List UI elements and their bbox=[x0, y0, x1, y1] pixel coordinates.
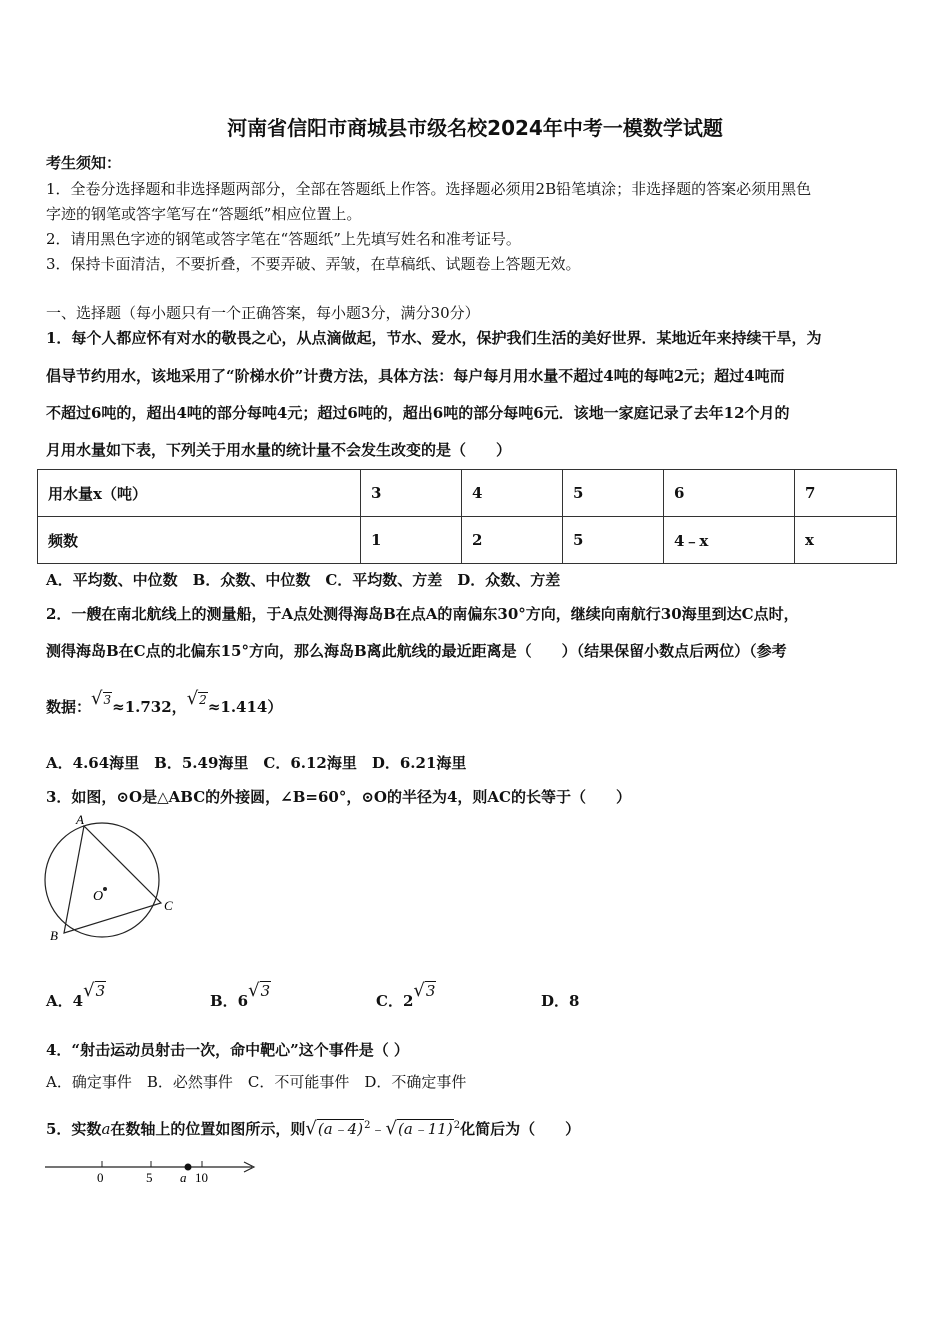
q3-option-b: B．6√3 bbox=[210, 980, 271, 1010]
table-cell: x bbox=[795, 517, 897, 564]
page-title: 河南省信阳市商城县市级名校2024年中考一模数学试题 bbox=[227, 116, 723, 140]
q3-text: 3．如图，⊙O是△ABC的外接圆，∠B=60°，⊙O的半径为4，则AC的长等于（ ） bbox=[46, 788, 631, 806]
q1-line: 倡导节约用水，该地采用了“阶梯水价”计费方法，具体方法：每户每月用水量不超过4吨的每吨2元；超过4吨而 bbox=[46, 367, 785, 385]
table-cell: 6 bbox=[664, 470, 795, 517]
q1-line: 不超过6吨的，超出4吨的部分每吨4元；超过6吨的，超出6吨的部分每吨6元．该地一家庭记录了去年12个月的 bbox=[46, 404, 790, 422]
notice-item: 3．保持卡面清洁，不要折叠，不要弄破、弄皱，在草稿纸、试题卷上答题无效。 bbox=[46, 255, 581, 273]
q3-option-c: C．2√3 bbox=[376, 980, 436, 1010]
center-point bbox=[103, 887, 107, 891]
table-cell: 3 bbox=[361, 470, 462, 517]
label-a: A bbox=[76, 812, 84, 827]
table-cell: 2 bbox=[462, 517, 563, 564]
notice-heading: 考生须知： bbox=[46, 154, 122, 172]
label-b: B bbox=[50, 928, 58, 943]
q1-line: 月用水量如下表，下列关于用水量的统计量不会发生改变的是（ ） bbox=[46, 441, 512, 459]
q1-line: 1．每个人都应怀有对水的敬畏之心，从点滴做起，节水、爱水，保护我们生活的美好世界．某地近年来持续干旱，为 bbox=[46, 329, 822, 347]
sqrt-expression: √3 bbox=[91, 688, 112, 709]
label-c: C bbox=[164, 898, 173, 913]
q1-options: A．平均数、中位数 B．众数、中位数 C．平均数、方差 D．众数、方差 bbox=[46, 571, 561, 589]
q4-text: 4．“射击运动员射击一次，命中靶心”这个事件是（ ） bbox=[46, 1041, 409, 1059]
q4-options: A．确定事件 B．必然事件 C．不可能事件 D．不确定事件 bbox=[46, 1073, 467, 1091]
tick-label-5: 5 bbox=[146, 1170, 153, 1185]
table-cell: 4﹣x bbox=[664, 517, 795, 564]
tick-label-0: 0 bbox=[97, 1170, 104, 1185]
q2-line: 测得海岛B在C点的北偏东15°方向，那么海岛B离此航线的最近距离是（ ）（结果保留小数点后两位）（参考 bbox=[46, 642, 787, 660]
table-cell: 1 bbox=[361, 517, 462, 564]
notice-item: 字迹的钢笔或答字笔写在“答题纸”相应位置上。 bbox=[46, 205, 362, 223]
table-cell: 用水量x（吨） bbox=[38, 470, 361, 517]
q3-option-a: A．4√3 bbox=[46, 980, 106, 1010]
notice-item: 1．全卷分选择题和非选择题两部分，全部在答题纸上作答。选择题必须用2B铅笔填涂；非选择题的答案必须用黑色 bbox=[46, 180, 812, 198]
q3-option-d: D．8 bbox=[541, 992, 580, 1010]
q2-options: A．4.64海里 B．5.49海里 C．6.12海里 D．6.21海里 bbox=[46, 754, 467, 772]
table-cell: 7 bbox=[795, 470, 897, 517]
triangle-abc bbox=[64, 826, 161, 933]
number-line bbox=[40, 1155, 270, 1195]
table-row bbox=[38, 517, 897, 564]
sqrt-expression: √2 bbox=[186, 688, 207, 709]
label-o: O bbox=[93, 889, 104, 904]
q5-text: 5．实数a在数轴上的位置如图所示，则√(a﹣4)$^2$﹣√(a﹣11)$^2$化简后为（ ） bbox=[46, 1118, 581, 1139]
tick-label-10: 10 bbox=[195, 1170, 208, 1185]
table-cell: 5 bbox=[563, 517, 664, 564]
table-cell: 4 bbox=[462, 470, 563, 517]
notice-item: 2．请用黑色字迹的钢笔或答字笔在“答题纸”上先填写姓名和准考证号。 bbox=[46, 230, 521, 248]
circle-triangle-figure bbox=[40, 812, 180, 947]
table-row bbox=[38, 470, 897, 517]
sqrt-expression: √(a﹣4)$^2$ bbox=[305, 1118, 371, 1139]
q2-line: 2．一艘在南北航线上的测量船，于A点处测得海岛B在点A的南偏东30°方向，继续向南航行30海里到达C点时， bbox=[46, 605, 799, 623]
table-cell: 5 bbox=[563, 470, 664, 517]
section-heading: 一、选择题（每小题只有一个正确答案，每小题3分，满分30分） bbox=[46, 304, 480, 322]
sqrt-expression: √(a﹣11)$^2$ bbox=[385, 1118, 461, 1139]
q2-reference-data: 数据：√3≈1.732，√2≈1.414） bbox=[46, 688, 283, 716]
water-usage-table bbox=[37, 469, 897, 564]
tick-label-a: a bbox=[180, 1170, 187, 1185]
circumcircle bbox=[45, 823, 159, 937]
table-cell: 频数 bbox=[38, 517, 361, 564]
